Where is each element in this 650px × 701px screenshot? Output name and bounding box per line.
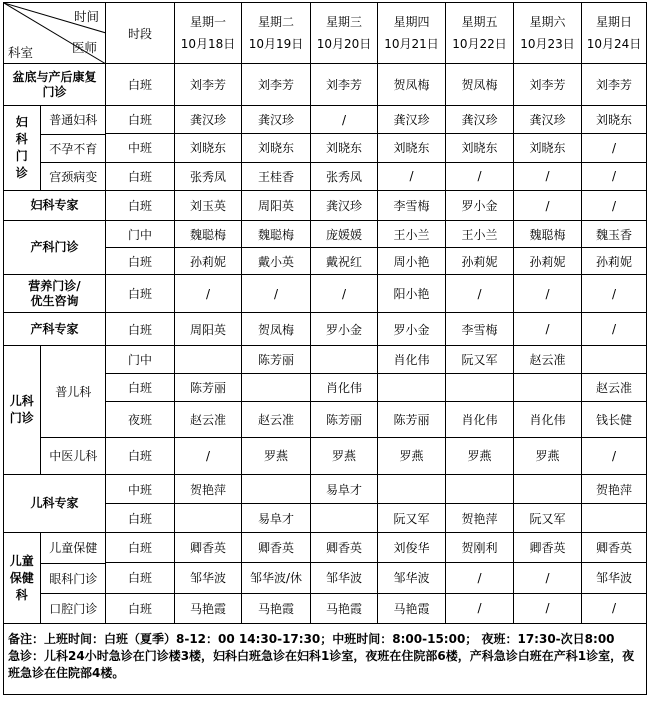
duty-schedule-table (3, 2, 647, 695)
duty-cell: 刘李芳 (242, 64, 311, 106)
duty-cell: 孙莉妮 (582, 248, 647, 275)
duty-cell: 陈芳丽 (311, 402, 378, 437)
duty-cell: 刘俊华 (378, 533, 446, 563)
duty-cell (514, 475, 582, 504)
duty-cell (446, 374, 514, 402)
duty-cell: 邹华波 (311, 563, 378, 593)
weekday-label: 星期二 (257, 15, 294, 29)
nutrition-label-line1: 营养门诊/ (28, 278, 81, 293)
dept-obs-clinic: 产科门诊 (4, 221, 106, 275)
duty-cell: 肖化伟 (514, 402, 582, 437)
duty-cell: 赵云准 (582, 374, 647, 402)
duty-cell: 罗小金 (311, 313, 378, 346)
date-label: 10月23日 (520, 37, 575, 51)
nutrition-label-line2: 优生咨询 (30, 293, 79, 308)
day-header-sun (582, 3, 647, 64)
gyn-clinic-inner (4, 106, 106, 190)
duty-cell: 肖化伟 (446, 402, 514, 437)
row-peds-mid (4, 346, 647, 374)
day-header-sat (514, 3, 582, 64)
duty-cell: / (378, 162, 446, 190)
duty-cell: 魏聪梅 (242, 221, 311, 248)
weekday-label: 星期三 (325, 15, 362, 29)
shift-cell: 白班 (106, 504, 175, 533)
shift-cell: 白班 (106, 563, 175, 593)
duty-cell: 魏聪梅 (514, 221, 582, 248)
day-header-tue (242, 3, 311, 64)
duty-cell: / (582, 313, 647, 346)
corner-doctor-label: 医师 (71, 40, 97, 55)
duty-cell: / (446, 593, 514, 623)
weekday-label: 星期六 (529, 15, 566, 29)
sub-dept-label: 不孕不育 (40, 134, 106, 162)
date-label: 10月22日 (452, 37, 507, 51)
shift-cell: 白班 (106, 313, 175, 346)
shift-cell: 中班 (106, 134, 175, 162)
dept-nutrition (4, 275, 106, 313)
duty-cell: 罗燕 (242, 437, 311, 474)
duty-cell (514, 374, 582, 402)
shift-cell: 白班 (106, 275, 175, 313)
duty-cell: / (311, 106, 378, 134)
date-label: 10月24日 (586, 37, 642, 51)
corner-dept-label: 科室 (8, 45, 34, 60)
weekday-label: 星期日 (595, 15, 632, 29)
duty-cell (446, 475, 514, 504)
duty-cell (582, 346, 647, 374)
duty-cell: 刘李芳 (582, 64, 647, 106)
duty-cell: 马艳霞 (175, 593, 242, 623)
duty-cell: 龚汉珍 (514, 106, 582, 134)
row-child-health (4, 533, 647, 563)
duty-cell (175, 504, 242, 533)
shift-cell: 白班 (106, 593, 175, 623)
row-gyn-general (4, 106, 647, 134)
sub-dept-label: 口腔门诊 (40, 593, 106, 623)
duty-cell: 龚汉珍 (311, 191, 378, 221)
duty-cell: 赵云准 (514, 346, 582, 374)
date-label: 10月21日 (384, 37, 439, 51)
duty-cell: 卿香英 (242, 533, 311, 563)
duty-cell: / (582, 191, 647, 221)
day-header-thu (378, 3, 446, 64)
duty-cell (242, 374, 311, 402)
duty-cell (242, 475, 311, 504)
notes-row (4, 624, 647, 695)
duty-cell: 邹华波 (378, 563, 446, 593)
row-peds-expert-mid (4, 475, 647, 504)
weekday-label: 星期四 (393, 15, 430, 29)
duty-cell: / (514, 313, 582, 346)
dept-gyn-expert: 妇科专家 (4, 191, 106, 221)
duty-cell: 马艳霞 (242, 593, 311, 623)
sub-dept-label: 宫颈病变 (40, 162, 106, 190)
duty-cell: 张秀凤 (311, 162, 378, 190)
duty-cell: 易阜才 (242, 504, 311, 533)
row-obs-expert (4, 313, 647, 346)
duty-cell: 刘玉英 (175, 191, 242, 221)
sub-dept-label: 眼科门诊 (40, 563, 106, 593)
duty-cell: / (582, 275, 647, 313)
schedule-sheet (3, 2, 646, 695)
shift-cell: 白班 (106, 437, 175, 474)
duty-cell: / (175, 437, 242, 474)
dept-peds-clinic (4, 346, 106, 475)
duty-cell: 罗燕 (514, 437, 582, 474)
shift-cell: 白班 (106, 106, 175, 134)
corner-time-label: 时间 (73, 9, 99, 24)
duty-cell: / (311, 275, 378, 313)
shift-cell: 门中 (106, 346, 175, 374)
duty-cell: 罗燕 (446, 437, 514, 474)
dept-pelvic-floor: 盆底与产后康复门诊 (4, 64, 106, 106)
duty-cell (378, 475, 446, 504)
duty-cell: 刘晓东 (582, 106, 647, 134)
duty-cell: 魏聪梅 (175, 221, 242, 248)
sub-dept-tcm-peds: 中医儿科 (40, 437, 106, 474)
duty-cell: 刘晓东 (242, 134, 311, 162)
dept-peds-expert: 儿科专家 (4, 475, 106, 533)
duty-cell: 易阜才 (311, 475, 378, 504)
shift-cell: 白班 (106, 64, 175, 106)
header-row (4, 3, 647, 64)
duty-cell: 邹华波 (582, 563, 647, 593)
peds-clinic-inner (4, 346, 106, 474)
duty-cell: / (446, 563, 514, 593)
duty-cell: 罗小金 (446, 191, 514, 221)
duty-cell: 贺艳萍 (175, 475, 242, 504)
duty-cell: 卿香英 (311, 533, 378, 563)
duty-cell: 刘李芳 (514, 64, 582, 106)
duty-cell: / (582, 162, 647, 190)
duty-cell: 王小兰 (446, 221, 514, 248)
shift-cell: 白班 (106, 162, 175, 190)
duty-cell: / (514, 593, 582, 623)
date-label: 10月20日 (316, 37, 372, 51)
duty-cell: 阳小艳 (378, 275, 446, 313)
duty-cell: 陈芳丽 (175, 374, 242, 402)
duty-cell: / (582, 134, 647, 162)
day-header-mon (175, 3, 242, 64)
dept-child-health (4, 533, 106, 624)
duty-cell: 孙莉妮 (514, 248, 582, 275)
duty-cell: 张秀凤 (175, 162, 242, 190)
duty-cell: / (582, 437, 647, 474)
duty-cell: 刘晓东 (175, 134, 242, 162)
notes-cell (4, 624, 647, 695)
child-health-inner (4, 533, 106, 623)
duty-cell: / (175, 275, 242, 313)
gyn-clinic-label: 妇科门诊 (4, 106, 40, 190)
emergency-note: 急诊：儿科24小时急诊在门诊楼3楼，妇科白班急诊在妇科1诊室，夜班在住院部6楼，产科急诊白班在产科1诊室，夜班急诊在住院部4楼。 (8, 649, 635, 680)
header-corner-cell (4, 3, 106, 64)
duty-cell: 罗燕 (378, 437, 446, 474)
duty-cell: 孙莉妮 (446, 248, 514, 275)
duty-cell: 贺刚利 (446, 533, 514, 563)
duty-cell: 阮又军 (378, 504, 446, 533)
duty-cell: 邹华波 (175, 563, 242, 593)
duty-cell: / (514, 275, 582, 313)
duty-cell (378, 374, 446, 402)
duty-cell: 周小艳 (378, 248, 446, 275)
duty-cell (175, 346, 242, 374)
duty-cell: / (582, 593, 647, 623)
shift-cell: 白班 (106, 533, 175, 563)
duty-cell: 贺凤梅 (242, 313, 311, 346)
duty-cell: 罗燕 (311, 437, 378, 474)
dept-obs-expert: 产科专家 (4, 313, 106, 346)
duty-cell (582, 504, 647, 533)
duty-cell: 阮又军 (446, 346, 514, 374)
row-obs-mid (4, 221, 647, 248)
shift-cell: 白班 (106, 248, 175, 275)
peds-clinic-label: 儿科门诊 (4, 346, 40, 474)
child-health-label: 儿童保健科 (4, 533, 40, 623)
duty-cell: 龚汉珍 (242, 106, 311, 134)
duty-cell: 贺艳萍 (446, 504, 514, 533)
row-pelvic (4, 64, 647, 106)
weekday-label: 星期一 (189, 15, 226, 29)
duty-cell: 卿香英 (175, 533, 242, 563)
duty-cell: 贺艳萍 (582, 475, 647, 504)
duty-cell: 龚汉珍 (446, 106, 514, 134)
duty-cell: 马艳霞 (311, 593, 378, 623)
sub-dept-label: 普通妇科 (49, 113, 98, 128)
duty-cell: 马艳霞 (378, 593, 446, 623)
duty-cell: 龚汉珍 (175, 106, 242, 134)
shift-cell: 白班 (106, 191, 175, 221)
duty-cell: 魏玉香 (582, 221, 647, 248)
duty-cell: 李雪梅 (378, 191, 446, 221)
date-label: 10月18日 (180, 37, 236, 51)
duty-cell: 肖化伟 (311, 374, 378, 402)
duty-cell: 戴小英 (242, 248, 311, 275)
row-nutrition (4, 275, 647, 313)
duty-cell: 刘晓东 (514, 134, 582, 162)
duty-cell: 陈芳丽 (378, 402, 446, 437)
duty-cell: 肖化伟 (378, 346, 446, 374)
duty-cell (311, 346, 378, 374)
shift-cell: 夜班 (106, 402, 175, 437)
duty-cell: 阮又军 (514, 504, 582, 533)
duty-cell: 卿香英 (582, 533, 647, 563)
duty-cell: 钱长健 (582, 402, 647, 437)
duty-cell: / (446, 162, 514, 190)
work-hours-note: 备注：上班时间：白班（夏季）8-12：00 14:30-17:30；中班时间：8:00-15:00； 夜班：17:30-次日8:00 (8, 632, 615, 646)
duty-cell: / (514, 162, 582, 190)
weekday-label: 星期五 (461, 15, 498, 29)
shift-cell: 中班 (106, 475, 175, 504)
duty-cell: 刘李芳 (311, 64, 378, 106)
duty-cell: 孙莉妮 (175, 248, 242, 275)
duty-cell: 李雪梅 (446, 313, 514, 346)
dept-gyn-clinic (4, 106, 106, 191)
duty-cell: 赵云准 (175, 402, 242, 437)
duty-cell: / (446, 275, 514, 313)
duty-cell: 戴祝红 (311, 248, 378, 275)
duty-cell: 王小兰 (378, 221, 446, 248)
duty-cell: 赵云准 (242, 402, 311, 437)
duty-cell: 陈芳丽 (242, 346, 311, 374)
duty-cell: / (514, 191, 582, 221)
duty-cell: 庞媛媛 (311, 221, 378, 248)
day-header-fri (446, 3, 514, 64)
shift-cell: 白班 (106, 374, 175, 402)
duty-cell (311, 504, 378, 533)
duty-cell: 周阳英 (242, 191, 311, 221)
duty-cell: 刘晓东 (446, 134, 514, 162)
sub-dept-general-peds: 普儿科 (55, 384, 92, 399)
duty-cell: 贺凤梅 (378, 64, 446, 106)
row-gyn-expert (4, 191, 647, 221)
duty-cell: 卿香英 (514, 533, 582, 563)
duty-cell: 刘晓东 (311, 134, 378, 162)
duty-cell: 刘李芳 (175, 64, 242, 106)
duty-cell: 贺凤梅 (446, 64, 514, 106)
sub-dept-label: 儿童保健 (49, 541, 98, 556)
duty-cell: 罗小金 (378, 313, 446, 346)
duty-cell: 邹华波/休 (242, 563, 311, 593)
day-header-wed (311, 3, 378, 64)
date-label: 10月19日 (248, 37, 304, 51)
duty-cell: 周阳英 (175, 313, 242, 346)
duty-cell: 刘晓东 (378, 134, 446, 162)
duty-cell: / (242, 275, 311, 313)
shift-header: 时段 (106, 3, 175, 64)
duty-cell: / (514, 563, 582, 593)
duty-cell: 王桂香 (242, 162, 311, 190)
shift-cell: 门中 (106, 221, 175, 248)
duty-cell: 龚汉珍 (378, 106, 446, 134)
